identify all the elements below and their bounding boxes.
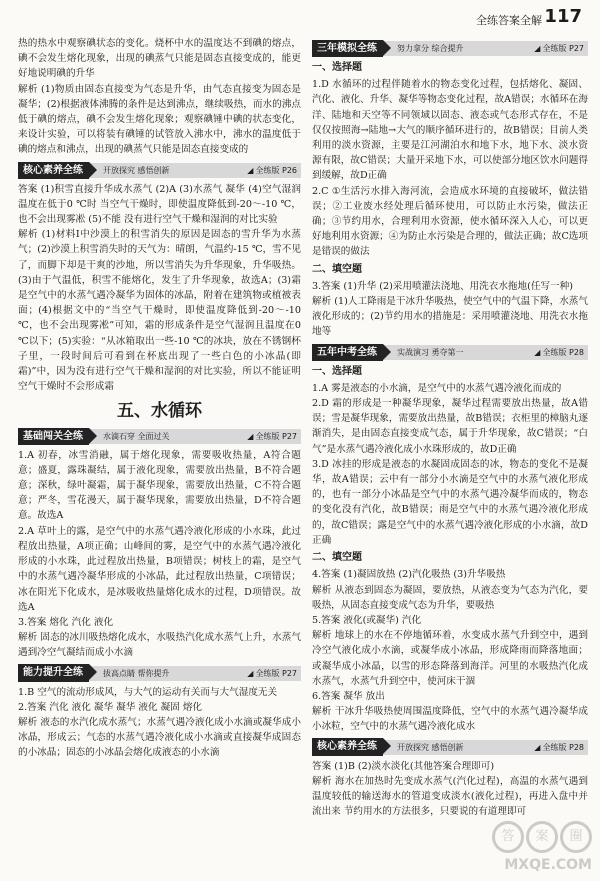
paragraph: 1.B 空气的流动形成风，与大气的运动有关而与大气湿度无关 [18,686,278,698]
paragraph: 2.A 草叶上的露，是空气中的水蒸气遇冷液化形成的小水珠，此过程放出热量，A项正确；山峰间的雾，是空气中的水蒸气遇冷液化形成的小水珠，此过程放出热量，B项错误；树枝上的霜，是空气中的水蒸气遇冷凝华形成的小冰晶，此过程放出热量，C项错误；冰在阳光下化成水，是冰吸收热量熔化成水的过程，D项错误。故选A [18,525,301,613]
paragraph: 1.A 初春，冰雪消融，属于熔化现象，需要吸收热量，A符合题意；盛夏，露珠凝结，属于液化现象，需要放出热量，B不符合题意；深秋，绿叶凝霜，属于凝华现象，需要放出热量，C不符合题意；严冬，雪花漫天，属于凝华现象，需要放出热量，D不符合题意。故选A [18,449,301,522]
paragraph: 解析 (1)物质由固态直接变为气态是升华，由气态直接变为固态是凝华；(2)根据液体沸腾的条件是达到沸点，继续吸热，而水的沸点低于碘的熔点，碘不会发生熔化现象；观察碘锤中碘的状态变化，来设计实验，可以将装有碘锤的试管放入沸水中，沸水的温度低于碘的熔点和沸点，出现的碘蒸气只能是固态直接变成的 [18,83,301,156]
section-band [18,428,301,445]
part-heading: 一、选择题 [312,365,362,377]
watermark-logo [492,821,592,873]
paragraph: 1.D 水循环的过程伴随着水的物态变化过程，包括熔化、凝固、汽化、液化、升华、凝华等物态变化过程，故A错误；水循环在海洋、陆地和天空等不同领域以固态、液态或气态形式存在，不是仅仅按照海→陆地→大气的顺序循环进行的，故B错误；目前人类利用的淡水资源，主要是江河湖泊水和地下水，地下水、淡水资源有限，故C错误；大量开采地下水，可以使部分地区饮水问题得到缓解，故D正确 [312,79,588,182]
paragraph: 3.答案 熔化 汽化 液化 [18,616,114,628]
paragraph: 1.A 雾是液态的小水滴，是空气中的水蒸气遇冷液化而成的 [312,382,562,394]
part-heading: 一、选择题 [312,62,362,73]
band-tag: 基础闯关全练 [18,428,89,445]
paragraph: 4.答案 (1)凝固放热 (2)汽化吸热 (3)升华吸热 [312,569,506,581]
band-tag: 五年中考全练 [312,344,383,361]
band-subtitle: 拔高点睛 帮你提升 [89,666,247,681]
band-edition: ◢ 全练版 P27 [534,41,588,56]
part-heading: 二、填空题 [312,263,362,275]
paragraph: 2.C ①生活污水排入海河流，会造成水环境的直接破坏，做法错误；②工业废水经处理后循环使用，可以防止水污染，做法正确；③节约用水，合理利用水资源，使水循环深入人心，可以更好地利用水资源；④为防止水污染是合理的，做法正确；故C选项是错误的做法 [312,185,588,258]
paragraph: 解析 (1)人工降雨是干冰升华吸热，使空气中的气温下降，水蒸气液化形成的；(2)节约用水的措施是：采用喷灌浇地、用洗衣水拖地等 [312,296,588,338]
band-subtitle: 实战演习 勇夺第一 [383,345,534,360]
watermark-site: MXQE.COM [504,857,592,873]
section-band [312,739,588,756]
section-band [312,40,588,57]
paragraph: 3.D 冰挂的形成是液态的水凝固成固态的冰，物态的变化不是凝华，故A错误；云中有一部分小水滴是空气中的水蒸气液化形成的，也有一部分小冰晶是空气中的水蒸气遇冷凝华而成的，物态的变化没有汽化，故B错误；雨是空气中的水蒸气遇冷液化形成的，故C错误；露是空气中的水蒸气遇冷液化形成的小水滴，故D正确 [312,458,588,546]
section-title: 五、水循环 [117,401,202,422]
paragraph: 解析 海水在加热时先变成水蒸气(汽化过程)，高温的水蒸气遇到温度较低的输送海水的管道变成淡水(液化过程)，再进入盘中并流出来 节约用水的方法很多，只要说的有道理即可 [312,775,588,818]
page-number: 117 [544,6,582,27]
watermark-char: 答 [492,821,524,853]
paragraph: 解析 液态的水汽化成水蒸气；水蒸气遇冷液化成小水滴或凝华成小冰晶，形成云；气态的水蒸气遇冷液化成小水滴或直接凝华成固态的小冰晶；固态的小冰晶会熔化成液态的小水滴 [18,716,301,759]
watermark-char: 案 [526,821,558,853]
paragraph: 解析 干冰升华吸热使周围温度降低，空气中的水蒸气遇冷凝华成小冰粒，空气中的水蒸气遇冷液化成水 [312,706,588,733]
paragraph: 3.答案 (1)升华 (2)采用喷灌法浇地、用洗衣水拖地(任写一种) [312,280,573,292]
page-header [282,6,582,30]
paragraph: 2.答案 汽化 液化 凝华 凝华 液化 凝固 熔化 [18,701,202,713]
left-column [18,36,301,761]
paragraph: 答案 (1)B (2)淡水淡化(其他答案合理即可) [312,760,495,772]
paragraph: 答案 (1)积雪直接升华成水蒸气 (2)A (3)水蒸气 凝华 (4)空气湿润 温度在低于0 ℃时 当空气干燥时，即使温度降低到-20～-10 ℃，也不会出现雾凇 (5)不能 没有进行空气干燥和湿润的对比实验 [18,183,301,226]
part-heading: 二、填空题 [312,552,362,564]
band-tag: 能力提升全练 [18,664,89,681]
band-tag: 核心素养全练 [312,738,383,755]
band-edition: ◢ 全练版 P26 [247,163,301,178]
watermark-char: 圈 [560,821,592,853]
triangle-icon: ◢ [534,44,541,53]
band-subtitle: 开放探究 感悟创新 [89,163,247,178]
paragraph: 6.答案 凝华 放出 [312,690,385,702]
band-tag: 三年模拟全练 [312,40,383,57]
section-band [18,665,301,682]
paragraph: 2.D 霜的形成是一种凝华现象，凝华过程需要放出热量，故A错误；雪是凝华现象，需要放出热量，故B错误；衣柜里的樟脑丸逐渐消失，是由固态直接变成气态，属于升华现象，故C错误；“白气”是水蒸气遇冷液化成小水珠形成的，故D正确 [312,398,588,455]
band-subtitle: 努力拿分 综合提升 [383,41,534,56]
band-edition: ◢ 全练版 P27 [247,666,301,681]
triangle-icon: ◢ [247,165,254,175]
paragraph: 解析 固态的冰川吸热熔化成水，水吸热汽化成水蒸气上升，水蒸气遇到冷空气凝结而成小水滴 [18,632,301,659]
section-band [18,162,301,179]
header-title: 全练答案全解 [476,14,542,27]
band-edition: ◢ 全练版 P27 [247,429,301,444]
paragraph: 解析 地球上的水在不停地循环着，水变成水蒸气升到空中，遇到冷空气液化成小水滴，或凝华成小冰晶，形成降雨而降落地面；或凝华成小冰晶，以雪的形态降落到海洋。河里的水吸热汽化成水蒸气，水蒸气升到空中，使河床干涸 [312,630,588,687]
triangle-icon: ◢ [247,431,254,441]
paragraph: 5.答案 液化(或凝华) 汽化 [312,614,422,626]
section-band [312,344,588,361]
right-column [312,36,588,819]
paragraph: 解析 (1)材料Ⅰ中沙漠上的积雪消失的原因是固态的雪升华为水蒸气；(2)沙漠上积雪消失时的天气为：晴朗，气温约-15 ℃，雪不见了，而脚下却是干爽的沙地，所以雪消失为升华现象，升华吸热。(3)由于气温低，积雪不能熔化，发生了升华现象，故选A；(3)霜是空气中的水蒸气遇冷凝华为固体的冰晶，附着在建筑物或植被表面；(4)根据文中的“当空气干燥时，即使温度降低到-20～-10 ℃，也不会出现雾凇”可知，霜的形成条件是空气湿润且温度在0 ℃以下；(5)实验：“从冰箱取出一些-10 ℃的冰块，放在不锈钢杯子里，一段时间后可看到在杯底出现了一些白色的小冰晶(即霜)”中，因为没有进行空气干燥和湿润的对比实验，所以不能证明空气干燥时不会形成霜 [18,229,301,393]
band-subtitle: 开放探究 感悟创新 [383,740,534,755]
triangle-icon: ◢ [247,668,254,678]
triangle-icon: ◢ [534,347,541,357]
band-subtitle: 水滴石穿 全面过关 [89,429,247,444]
triangle-icon: ◢ [534,742,541,752]
paragraph: 解析 从液态到固态为凝固，要放热，从液态变为气态为汽化，要吸热，从固态直接变成气态为升华，要吸热 [312,584,588,611]
paragraph: 热的热水中观察碘状态的变化。烧杯中水的温度达不到碘的熔点，碘不会发生熔化现象，出现的碘蒸气只能是固态直接变成的，能更好地说明碘的升华 [18,38,301,80]
band-tag: 核心素养全练 [18,162,89,179]
band-edition: ◢ 全练版 P28 [534,345,588,360]
band-edition: ◢ 全练版 P28 [534,740,588,755]
